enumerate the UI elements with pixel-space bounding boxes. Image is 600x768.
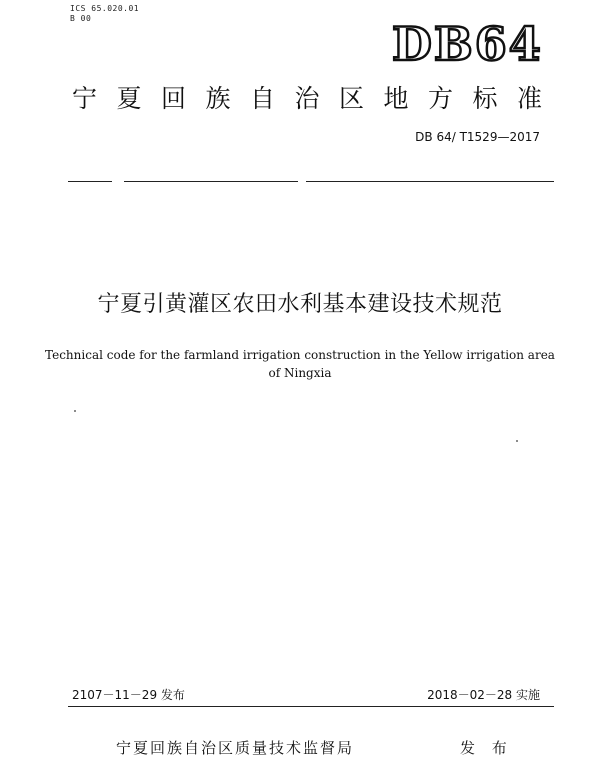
implementation-date: 2018－02－28 实施: [427, 688, 540, 702]
issue-date: 2107－11－29 发布: [72, 688, 185, 702]
standard-category: 宁 夏 回 族 自 治 区 地 方 标 准: [72, 84, 542, 113]
issue-label: 发 布: [460, 739, 513, 757]
issuing-authority: 宁夏回族自治区质量技术监督局: [116, 739, 355, 757]
ccs-code: B 00: [70, 14, 92, 23]
divider-gap: [298, 179, 306, 184]
header-divider: [68, 181, 554, 182]
title-english-line-1: Technical code for the farmland irrigation construction in the Yellow irrigation area: [45, 348, 555, 362]
title-english-line-2: of Ningxia: [268, 366, 332, 380]
scan-speck: [74, 410, 76, 412]
standard-number: DB 64/ T1529—2017: [415, 130, 540, 144]
classification-codes: [70, 4, 139, 24]
db64-logo: DB64: [392, 17, 543, 71]
divider-gap: [112, 179, 124, 184]
document-title-chinese: 宁夏引黄灌区农田水利基本建设技术规范: [97, 292, 503, 317]
ics-code: ICS 65.020.01: [70, 4, 140, 13]
footer-divider: [68, 706, 554, 707]
scan-speck: [516, 440, 518, 442]
document-title-english: [40, 346, 560, 382]
